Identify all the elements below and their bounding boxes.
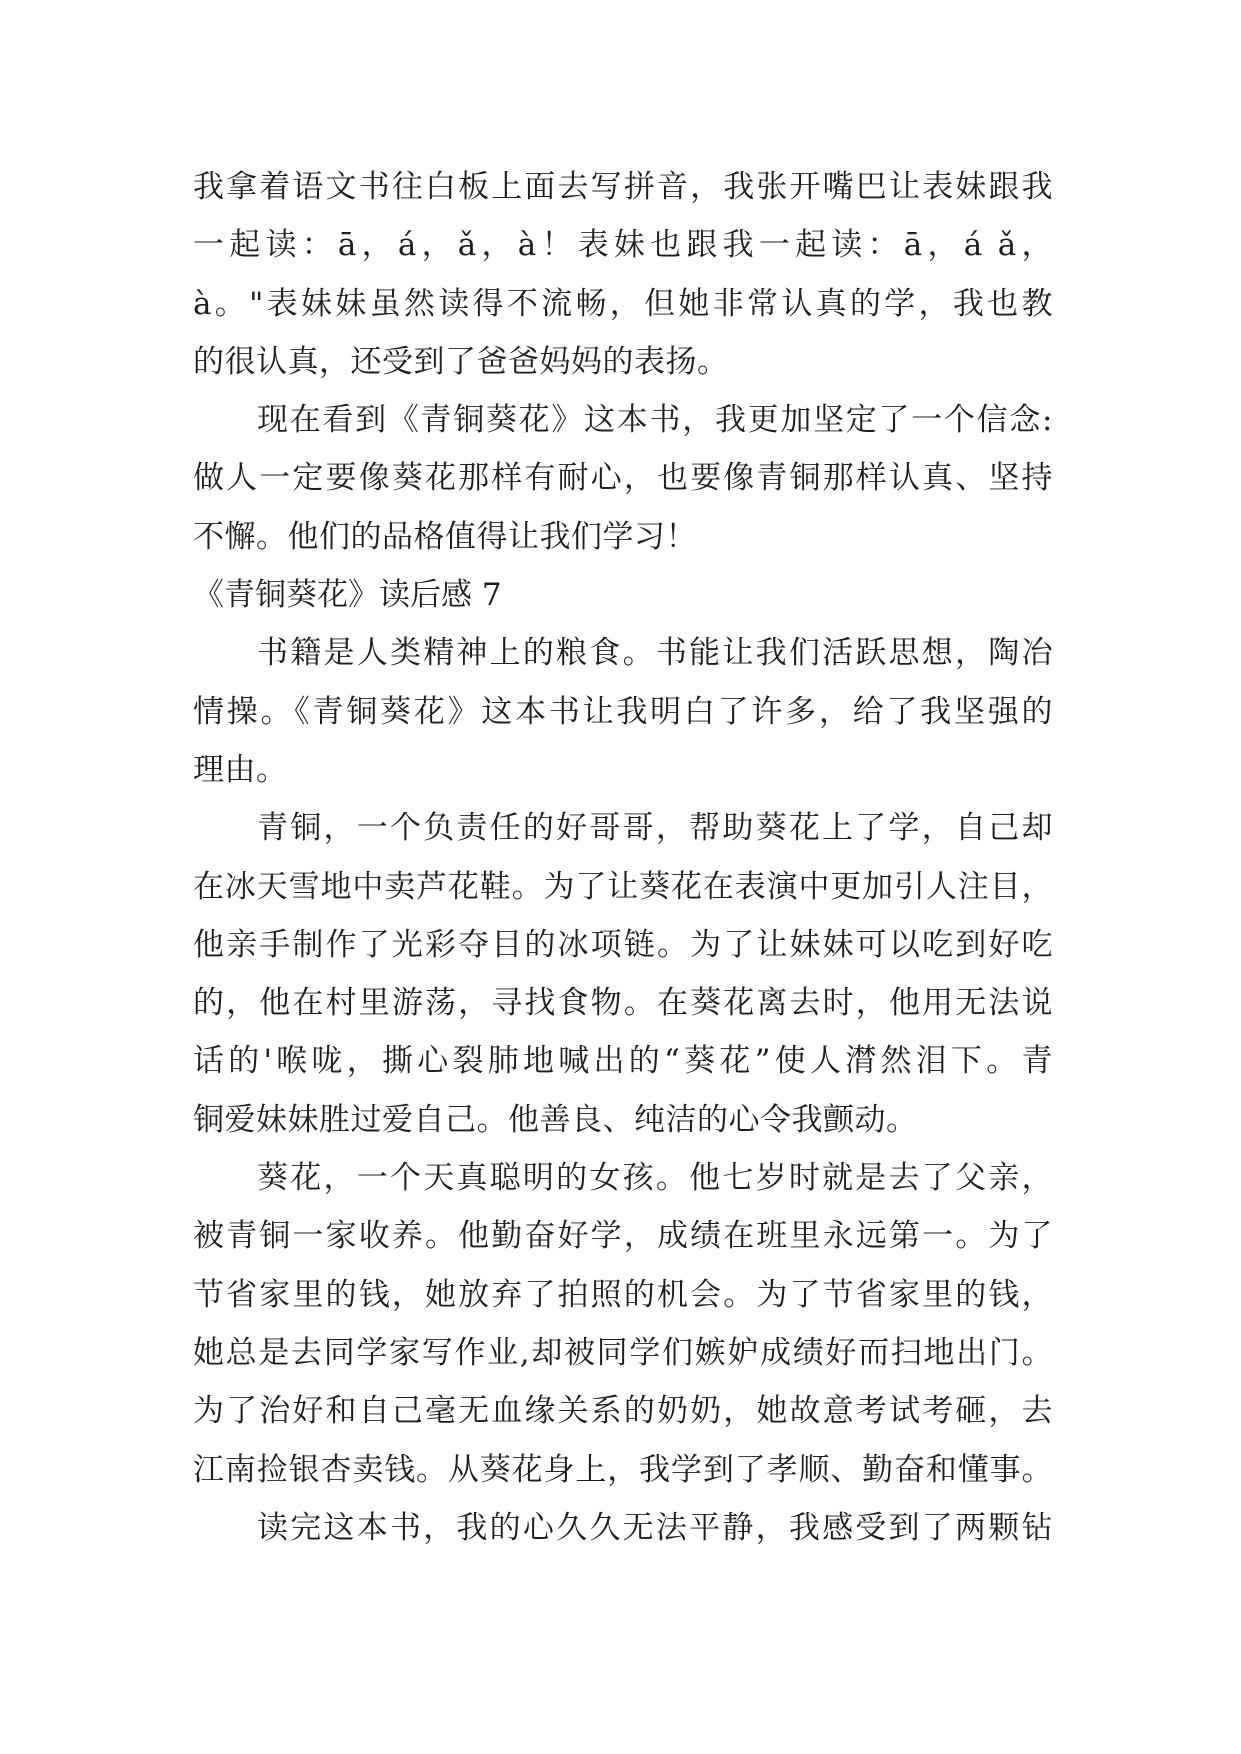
text-line: 他亲手制作了光彩夺目的冰项链。为了让妹妹可以吃到好吃 (193, 926, 1053, 963)
text-line: 情操。《青铜葵花》这本书让我明白了许多，给了我坚强的 (193, 693, 1053, 730)
text-line: 为了治好和自己毫无血缘关系的奶奶，她故意考试考砸，去 (193, 1393, 1053, 1430)
text-line: 不懈。他们的品格值得让我们学习！ (193, 518, 697, 555)
text-line: 我拿着语文书往白板上面去写拼音，我张开嘴巴让表妹跟我 (193, 169, 1053, 205)
document-body (193, 158, 1053, 1557)
section-heading: 《青铜葵花》读后感 7 (193, 577, 502, 614)
text-line: 铜爱妹妹胜过爱自己。他善良、纯洁的心令我颤动。 (193, 1101, 918, 1138)
text-line: 被青铜一家收养。他勤奋好学，成绩在班里永远第一。为了 (193, 1218, 1053, 1255)
text-line: 节省家里的钱，她放弃了拍照的机会。为了节省家里的钱， (193, 1276, 1053, 1313)
text-line: 话的'喉咙，撕心裂肺地喊出的“葵花”使人潸然泪下。青 (193, 1043, 1053, 1080)
text-line: 的，他在村里游荡，寻找食物。在葵花离去时，他用无法说 (193, 985, 1053, 1022)
paragraph-start-line: 葵花，一个天真聪明的女孩。他七岁时就是去了父亲， (257, 1160, 1053, 1197)
text-line: 江南捡银杏卖钱。从葵花身上，我学到了孝顺、勤奋和懂事。 (193, 1451, 1053, 1488)
text-line: 做人一定要像葵花那样有耐心，也要像青铜那样认真、坚持 (193, 460, 1053, 497)
text-line: 理由。 (193, 751, 288, 788)
text-line: 一起读：ā，á，ǎ，à！表妹也跟我一起读：ā，á ǎ， (193, 227, 1053, 264)
text-line: 的很认真，还受到了爸爸妈妈的表扬。 (193, 343, 729, 380)
paragraph-start-line: 读完这本书，我的心久久无法平静，我感受到了两颗钻 (257, 1509, 1053, 1546)
paragraph-start-line: 书籍是人类精神上的粮食。书能让我们活跃思想，陶冶 (257, 635, 1053, 672)
paragraph-start-line: 青铜，一个负责任的好哥哥，帮助葵花上了学，自己却 (257, 810, 1053, 847)
text-line: à。"表妹妹虽然读得不流畅，但她非常认真的学，我也教 (193, 285, 1053, 322)
paragraph-start-line: 现在看到《青铜葵花》这本书，我更加坚定了一个信念: (257, 402, 1053, 439)
text-line: 她总是去同学家写作业,却被同学们嫉妒成绩好而扫地出门。 (193, 1334, 1053, 1371)
text-line: 在冰天雪地中卖芦花鞋。为了让葵花在表演中更加引人注目， (193, 868, 1053, 905)
